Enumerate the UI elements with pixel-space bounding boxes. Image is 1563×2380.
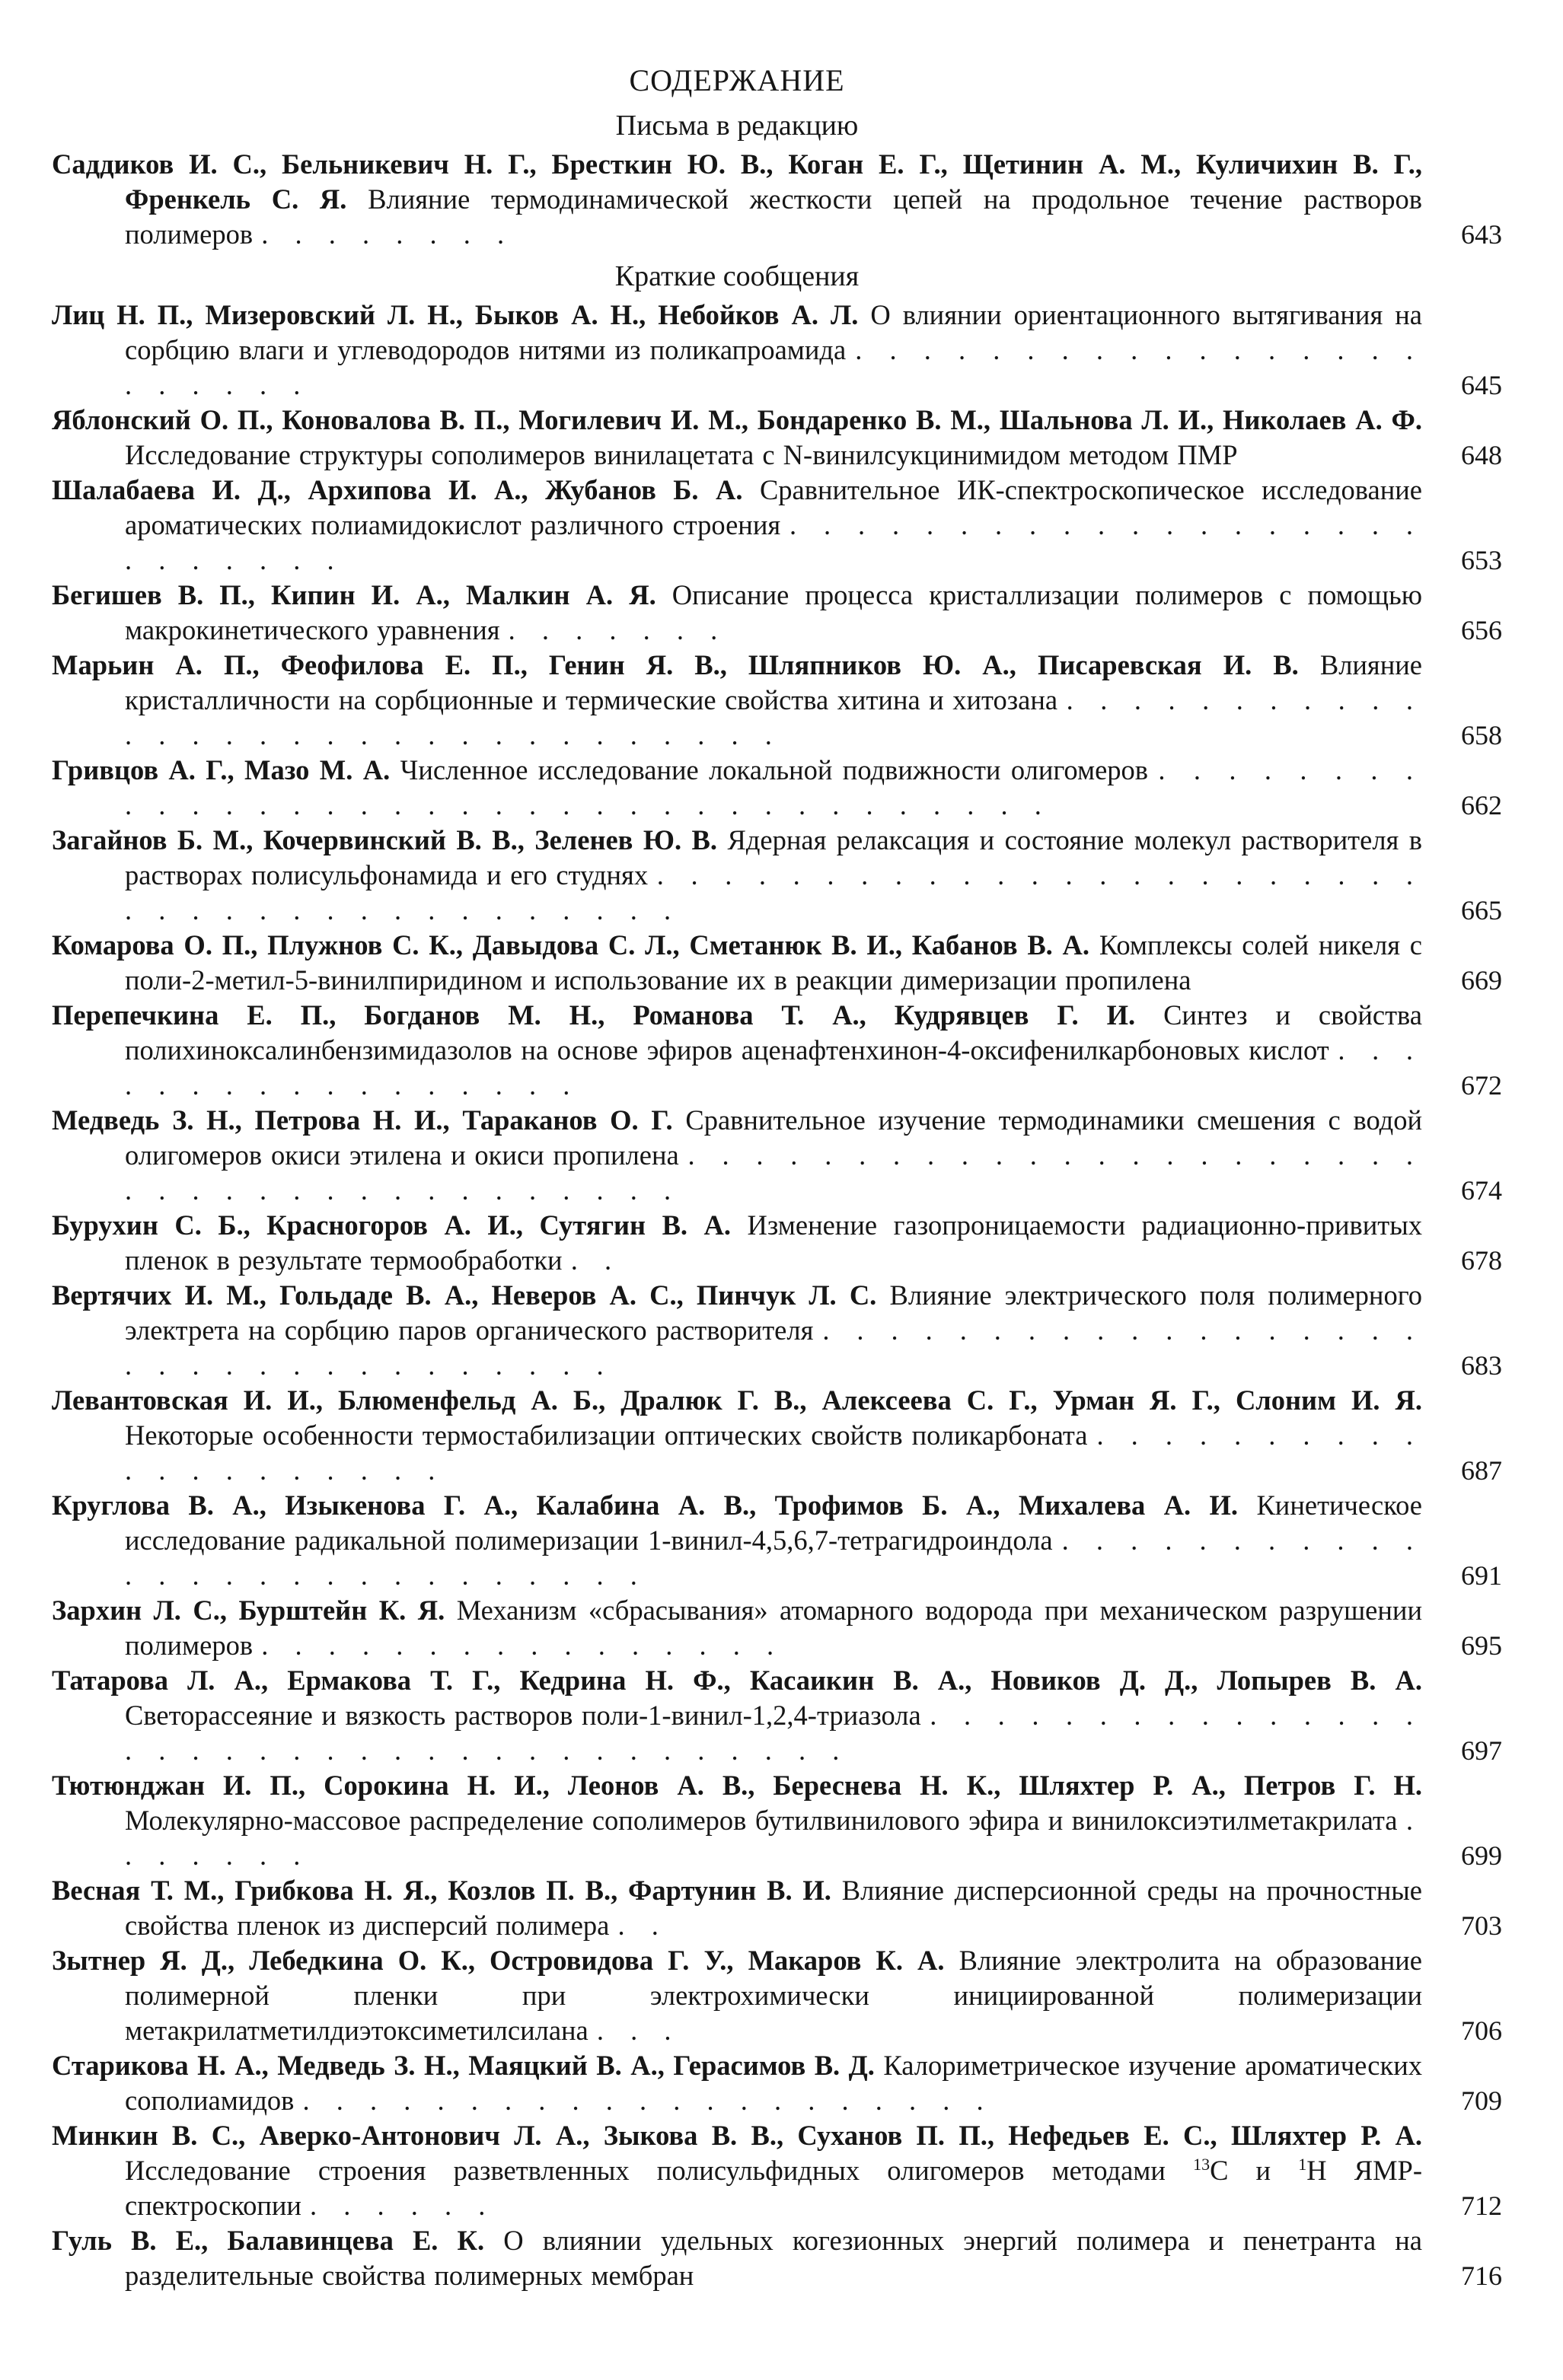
entry-page-number: 662 — [1461, 790, 1502, 820]
entry-title: Некоторые особенности термостабилизации оптических свойств поликарбоната — [125, 1419, 1088, 1451]
entry-title: Молекулярно-массовое распределение сополимеров бутилвинилового эфира и винилоксиэтилметакрилата — [125, 1805, 1398, 1836]
leader-dots: . . . . . . — [310, 2190, 495, 2221]
page-title: СОДЕРЖАНИЕ — [629, 63, 845, 97]
entry-authors: Лиц Н. П., Мизеровский Л. Н., Быков А. Н., Небойков А. Л. — [52, 299, 859, 330]
leader-dots: . . . . . . . . . . . . . . . . . . . . . . . . . . — [125, 509, 1423, 575]
entry-authors: Вертячих И. М., Гольдаде В. А., Неверов А. С., Пинчук Л. С. — [52, 1279, 877, 1311]
entry-title: Численное исследование локальной подвижности олигомеров — [400, 754, 1149, 785]
isotope-superscript: 1 — [1298, 2154, 1307, 2174]
toc-entry[interactable] — [52, 298, 1563, 403]
toc-entry[interactable] — [52, 998, 1563, 1103]
entry-page-number: 665 — [1461, 895, 1502, 926]
entry-page-number: 648 — [1461, 440, 1502, 470]
entry-title: Влияние электрического поля полимерного электрета на сорбцию паров органического растворителя — [125, 1279, 1423, 1346]
entry-text — [52, 298, 1422, 403]
entry-title: Исследование строения разветвленных полисульфидных олигомеров методами — [125, 2155, 1166, 2186]
entry-text — [52, 2118, 1422, 2223]
entry-page-number: 703 — [1461, 1910, 1502, 1941]
entry-title: Калориметрическое изучение ароматических сополиамидов — [125, 2050, 1422, 2116]
section-title-short-communications: Краткие сообщения — [614, 260, 860, 292]
entry-page-number: 712 — [1461, 2190, 1502, 2221]
toc-entry[interactable] — [52, 1488, 1563, 1593]
leader-dots: . . — [617, 1910, 668, 1941]
leader-dots: . . . . . . . . . . . . . . . . . . . . . . . . . . . . . . . . . . . . . . . . — [125, 859, 1422, 926]
entry-text — [52, 928, 1422, 998]
entry-text — [52, 1768, 1422, 1873]
entry-text — [52, 2223, 1422, 2293]
leader-dots: . . . . . . . . . . . . . . . . . . . . . . . . . . . . . . . . . — [125, 1314, 1423, 1381]
entry-text — [52, 1663, 1422, 1768]
entry-authors: Бегишев В. П., Кипин И. А., Малкин А. Я. — [52, 579, 656, 610]
entry-page-number: 691 — [1461, 1560, 1502, 1591]
entry-authors: Гривцов А. Г., Мазо М. А. — [52, 754, 391, 785]
entry-text — [52, 403, 1422, 473]
entry-title: О влиянии удельных когезионных энергий полимера и пенетранта на разделительные свойства полимерных мембран — [125, 2225, 1423, 2291]
entry-text — [52, 473, 1422, 578]
entry-authors: Шалабаева И. Д., Архипова И. А., Жубанов Б. А. — [52, 474, 743, 505]
toc-entry[interactable] — [52, 823, 1563, 928]
entry-title-continuation: H ЯМР-спектроскопии — [125, 2155, 1422, 2221]
entry-page-number: 643 — [1461, 219, 1502, 250]
toc-entry[interactable] — [52, 1943, 1563, 2048]
toc-entry[interactable] — [52, 403, 1563, 473]
entry-title: О влиянии ориентационного вытягивания на сорбцию влаги и углеводородов нитями из поликапроамида — [125, 299, 1423, 365]
entry-text — [52, 1103, 1422, 1208]
entry-title: Влияние кристалличности на сорбционные и термические свойства хитина и хитозана — [125, 649, 1422, 715]
entry-title: Описание процесса кристаллизации полимеров с помощью макрокинетического уравнения — [125, 579, 1422, 645]
entry-text — [52, 1208, 1422, 1278]
entry-authors: Загайнов Б. М., Кочервинский В. В., Зеленев Ю. В. — [52, 824, 717, 855]
entry-title-continuation: C и — [1210, 2155, 1271, 2186]
entry-title: Влияние термодинамической жесткости цепей на продольное течение растворов полимеров — [125, 183, 1423, 250]
leader-dots: . . . . . . . . . . . . . . . . . . . . . . . — [125, 334, 1423, 400]
entry-authors: Медведь З. Н., Петрова Н. И., Тараканов О. Г. — [52, 1104, 673, 1136]
leader-dots: . . — [570, 1244, 621, 1276]
entry-page-number: 709 — [1461, 2085, 1502, 2116]
leader-dots: . . . . . . . . . . . . . . . . . . . . . . . . . . . . . . . . . . . . — [125, 754, 1423, 820]
entry-authors: Старикова Н. А., Медведь З. Н., Маяцкий В. А., Герасимов В. Д. — [52, 2050, 875, 2081]
toc-entry[interactable] — [52, 1873, 1563, 1943]
entry-authors: Тютюнджан И. П., Сорокина Н. И., Леонов А. В., Береснева Н. К., Шляхтер Р. А., Петров Г. Н. — [52, 1770, 1422, 1801]
entry-page-number: 674 — [1461, 1175, 1502, 1206]
entry-authors: Минкин В. С., Аверко-Антонович Л. А., Зыкова В. В., Суханов П. П., Нефедьев Е. С., Шляхтер Р. А. — [52, 2120, 1422, 2151]
entry-page-number: 695 — [1461, 1630, 1502, 1661]
toc-entry[interactable] — [52, 1208, 1563, 1278]
entry-authors: Зархин Л. С., Бурштейн К. Я. — [52, 1595, 445, 1626]
entry-text — [52, 1943, 1422, 2048]
entry-authors: Зытнер Я. Д., Лебедкина О. К., Островидова Г. У., Макаров К. А. — [52, 1945, 945, 1976]
entry-title: Синтез и свойства полихиноксалинбензимидазолов на основе эфиров аценафтенхинон-4-оксифенилкарбоновых кислот — [125, 999, 1423, 1066]
entry-authors: Яблонский О. П., Коновалова В. П., Могилевич И. М., Бондаренко В. М., Шальнова Л. И., Николаев А. Ф. — [52, 404, 1422, 435]
entry-text — [52, 1488, 1422, 1593]
entry-page-number: 678 — [1461, 1245, 1502, 1276]
toc-entry[interactable] — [52, 1278, 1563, 1383]
entry-page-number: 672 — [1461, 1070, 1502, 1101]
entry-page-number: 656 — [1461, 615, 1502, 645]
entry-text — [52, 1278, 1422, 1383]
entry-page-number: 645 — [1461, 370, 1502, 400]
leader-dots: . . . . . . . — [508, 614, 727, 645]
entry-page-number: 653 — [1461, 545, 1502, 575]
entry-authors: Бурухин С. Б., Красногоров А. И., Сутягин В. А. — [52, 1209, 732, 1241]
entry-authors: Весная Т. М., Грибкова Н. Я., Козлов П. В., Фартунин В. И. — [52, 1875, 831, 1906]
entry-page-number: 699 — [1461, 1840, 1502, 1871]
entry-page-number: 683 — [1461, 1350, 1502, 1381]
entry-authors: Гуль В. Е., Балавинцева Е. К. — [52, 2225, 485, 2256]
entry-text — [52, 1383, 1422, 1488]
toc-entry[interactable] — [52, 578, 1563, 648]
entry-authors: Перепечкина Е. П., Богданов М. Н., Романова Т. А., Кудрявцев Г. И. — [52, 999, 1136, 1031]
entry-title: Сравнительное изучение термодинамики смешения с водой олигомеров окиси этилена и окиси пропилена — [125, 1104, 1422, 1171]
entry-title: Механизм «сбрасывания» атомарного водорода при механическом разрушении полимеров — [125, 1595, 1422, 1661]
leader-dots: . . . . . . . . . . . . . . . . . . . . . . . . . . . . . . . . . . . . . . . — [125, 1139, 1423, 1206]
toc-entry[interactable] — [52, 1103, 1563, 1208]
leader-dots: . . . . . . . . . . . . . . . . . . . . . — [302, 2085, 993, 2116]
toc-entry[interactable] — [52, 2118, 1563, 2223]
entry-page-number: 658 — [1461, 720, 1502, 750]
toc-entry[interactable] — [52, 753, 1563, 823]
entry-title: Ядерная релаксация и состояние молекул растворителя в растворах полисульфонамида и его студнях — [125, 824, 1423, 891]
leader-dots: . . . . . . . . . . . . . . . . . . . . . . . . . . . . . . . . . . . . . — [125, 1700, 1422, 1766]
entry-text — [52, 648, 1422, 753]
section-title-letters: Письма в редакцию — [615, 110, 859, 142]
entry-title: Исследование структуры сополимеров винилацетата с N-винилсукцинимидом методом ПМР — [125, 439, 1238, 470]
entry-text — [52, 2048, 1422, 2118]
entry-page-number: 706 — [1461, 2015, 1502, 2046]
entry-title: Влияние дисперсионной среды на прочностные свойства пленок из дисперсий полимера — [125, 1875, 1422, 1941]
entry-authors: Саддиков И. С., Бельникевич Н. Г., Бресткин Ю. В., Коган Е. Г., Щетинин А. М., Куличихин В. Г., Френкель С. Я. — [52, 148, 1422, 215]
toc-entry[interactable] — [52, 473, 1563, 578]
toc-entry[interactable] — [52, 1663, 1563, 1768]
table-of-contents — [52, 62, 1563, 2293]
entry-text — [52, 1873, 1422, 1943]
entry-text — [52, 823, 1422, 928]
entry-text — [52, 753, 1422, 823]
toc-entry[interactable] — [52, 1768, 1563, 1873]
entry-page-number: 716 — [1461, 2261, 1502, 2291]
toc-entry[interactable] — [52, 2223, 1563, 2293]
entry-text — [52, 1593, 1422, 1663]
leader-dots: . . . — [596, 2015, 681, 2046]
entry-title: Комплексы солей никеля с поли-2-метил-5-винилпиридином и использование их в реакции димеризации пропилена — [125, 929, 1422, 996]
entry-title: Влияние электролита на образование полимерной пленки при электрохимически инициированной полимеризации метакрилатметилдиэтоксиметилсилана — [125, 1945, 1422, 2046]
entry-title: Сравнительное ИК-спектроскопическое исследование ароматических полиамидокислот различного строения — [125, 474, 1423, 540]
leader-dots: . . . . . . . . . . . . . . . . . . . . . . . . . . . — [125, 1525, 1423, 1591]
leader-dots: . . . . . . . . . . . . . . . . . . . . — [125, 1419, 1422, 1486]
entry-title: Кинетическое исследование радикальной полимеризации 1-винил-4,5,6,7-тетрагидроиндола — [125, 1489, 1422, 1556]
entry-text — [52, 147, 1422, 252]
entry-authors: Комарова О. П., Плужнов С. К., Давыдова С. Л., Сметанюк В. И., Кабанов В. А. — [52, 929, 1090, 961]
entry-text — [52, 578, 1422, 648]
entry-authors: Татарова Л. А., Ермакова Т. Г., Кедрина Н. Ф., Касаикин В. А., Новиков Д. Д., Лопырев В. А. — [52, 1665, 1422, 1696]
entry-authors: Левантовская И. И., Блюменфельд А. Б., Дралюк Г. В., Алексеева С. Г., Урман Я. Г., Слоним И. Я. — [52, 1384, 1422, 1416]
toc-entry[interactable] — [52, 928, 1563, 998]
entry-text — [52, 998, 1422, 1103]
entry-title: Изменение газопроницаемости радиационно-привитых пленок в результате термообработки — [125, 1209, 1423, 1276]
leader-dots: . . . . . . . . . . . . . . . . . — [125, 1034, 1423, 1101]
entry-authors: Круглова В. А., Изыкенова Г. А., Калабина А. В., Трофимов Б. А., Михалева А. И. — [52, 1489, 1239, 1521]
entry-page-number: 697 — [1461, 1735, 1502, 1766]
toc-entry[interactable] — [52, 147, 1563, 252]
isotope-superscript: 13 — [1193, 2154, 1211, 2174]
toc-entry[interactable] — [52, 1383, 1563, 1488]
entry-page-number: 687 — [1461, 1455, 1502, 1486]
leader-dots: . . . . . . . . . . . . . . . . — [261, 1630, 783, 1661]
toc-entry[interactable] — [52, 648, 1563, 753]
entry-page-number: 669 — [1461, 965, 1502, 996]
leader-dots: . . . . . . . . — [261, 218, 514, 250]
leader-dots: . . . . . . . . . . . . . . . . . . . . . . . . . . . . . . . — [125, 684, 1423, 750]
entry-authors: Марьин А. П., Феофилова Е. П., Генин Я. В., Шляпников Ю. А., Писаревская И. В. — [52, 649, 1299, 680]
entry-title: Светорассеяние и вязкость растворов поли-1-винил-1,2,4-триазола — [125, 1700, 921, 1731]
toc-entry[interactable] — [52, 2048, 1563, 2118]
leader-dots: . . . . . . . — [125, 1805, 1423, 1871]
toc-entry[interactable] — [52, 1593, 1563, 1663]
